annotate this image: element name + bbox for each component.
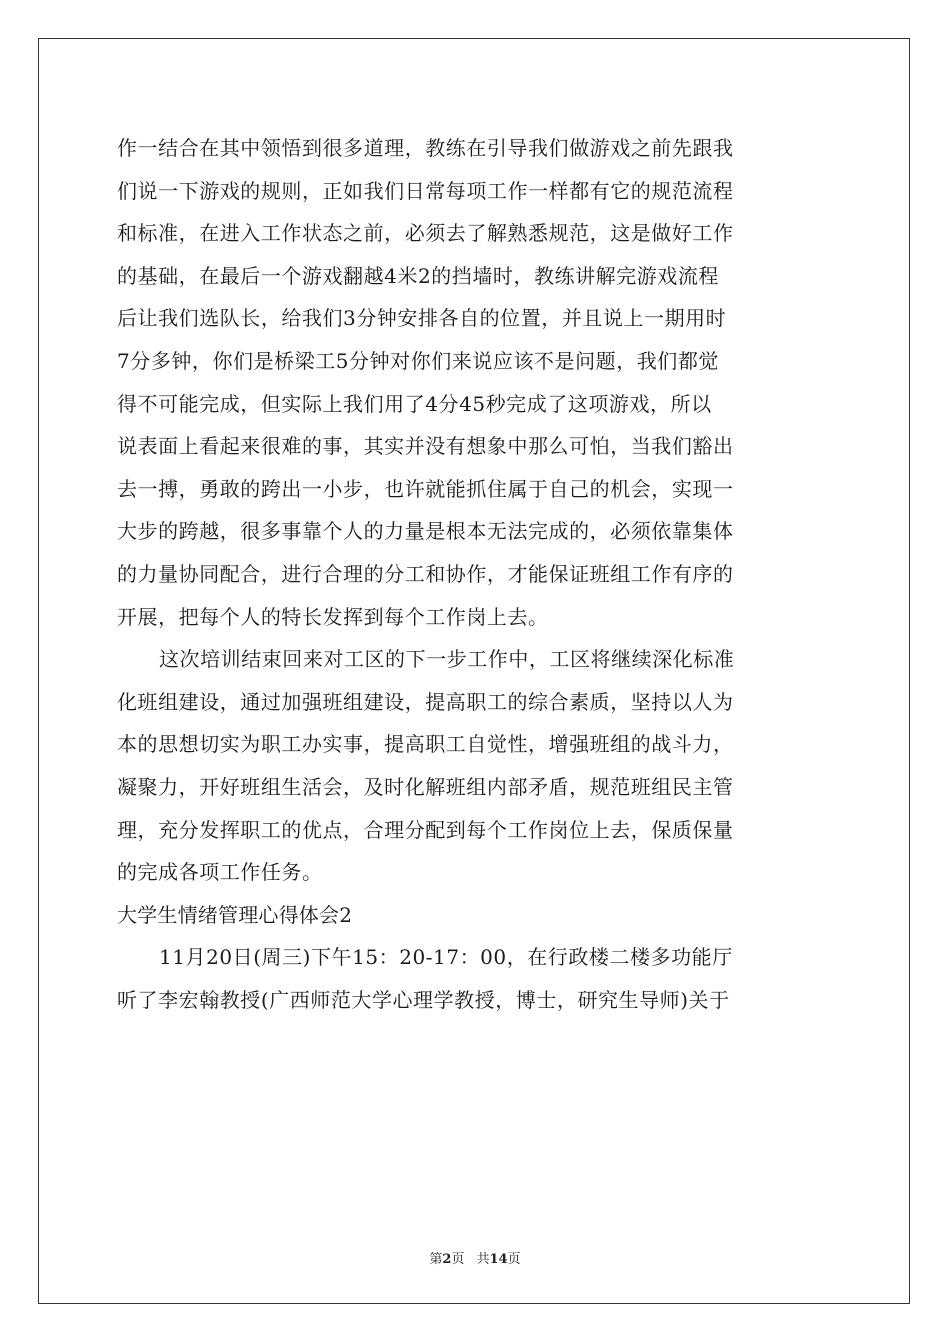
page-suffix: 页 — [451, 1252, 465, 1267]
text-line: 的基础，在最后一个游戏翻越4米2的挡墙时，教练讲解完游戏流程 — [117, 263, 719, 288]
text-line: 的完成各项工作任务。 — [117, 860, 323, 885]
page-footer — [0, 1248, 950, 1267]
total-page-count: 14 — [489, 1252, 508, 1267]
total-suffix: 页 — [507, 1252, 521, 1267]
paragraph-1 — [117, 127, 835, 638]
paragraph-2 — [117, 638, 835, 894]
text-line: 后让我们选队长，给我们3分钟安排各自的位置，并且说上一期用时 — [117, 306, 727, 331]
text-line: 本的思想切实为职工办实事，提高职工自觉性，增强班组的战斗力， — [117, 732, 734, 757]
text-line: 听了李宏翰教授(广西师范大学心理学教授，博士，研究生导师)关于 — [117, 987, 730, 1012]
section-heading: 大学生情绪管理心得体会2 — [117, 902, 353, 927]
text-line: 的力量协同配合，进行合理的分工和协作，才能保证班组工作有序的 — [117, 561, 734, 586]
text-line: 说表面上看起来很难的事，其实并没有想象中那么可怕，当我们豁出 — [117, 434, 734, 459]
document-body — [117, 127, 835, 1021]
text-line: 得不可能完成，但实际上我们用了4分45秒完成了这项游戏，所以 — [117, 391, 712, 416]
total-prefix: 共 — [476, 1252, 490, 1267]
current-page-number: 2 — [442, 1252, 452, 1267]
text-line: 们说一下游戏的规则，正如我们日常每项工作一样都有它的规范流程 — [117, 178, 734, 203]
text-line: 7分多钟，你们是桥梁工5分钟对你们来说应该不是问题，我们都觉 — [117, 348, 719, 373]
text-line: 化班组建设，通过加强班组建设，提高职工的综合素质，坚持以人为 — [117, 689, 734, 714]
text-line: 去一搏，勇敢的跨出一小步，也许就能抓住属于自己的机会，实现一 — [117, 476, 734, 501]
text-line: 开展，把每个人的特长发挥到每个工作岗上去。 — [117, 604, 549, 629]
text-line: 理，充分发挥职工的优点，合理分配到每个工作岗位上去，保质保量 — [117, 817, 734, 842]
text-line: 作一结合在其中领悟到很多道理，教练在引导我们做游戏之前先跟我 — [117, 136, 734, 160]
paragraph-3 — [117, 936, 835, 1021]
text-line: 11月20日(周三)下午15：20-17：00，在行政楼二楼多功能厅 — [159, 945, 733, 970]
page-prefix: 第 — [429, 1252, 443, 1267]
text-line: 大步的跨越，很多事靠个人的力量是根本无法完成的，必须依靠集体 — [117, 519, 734, 544]
text-line: 和标准，在进入工作状态之前，必须去了解熟悉规范，这是做好工作 — [117, 221, 734, 246]
text-line: 凝聚力，开好班组生活会，及时化解班组内部矛盾，规范班组民主管 — [117, 774, 734, 799]
text-line: 这次培训结束回来对工区的下一步工作中，工区将继续深化标准 — [159, 647, 735, 672]
